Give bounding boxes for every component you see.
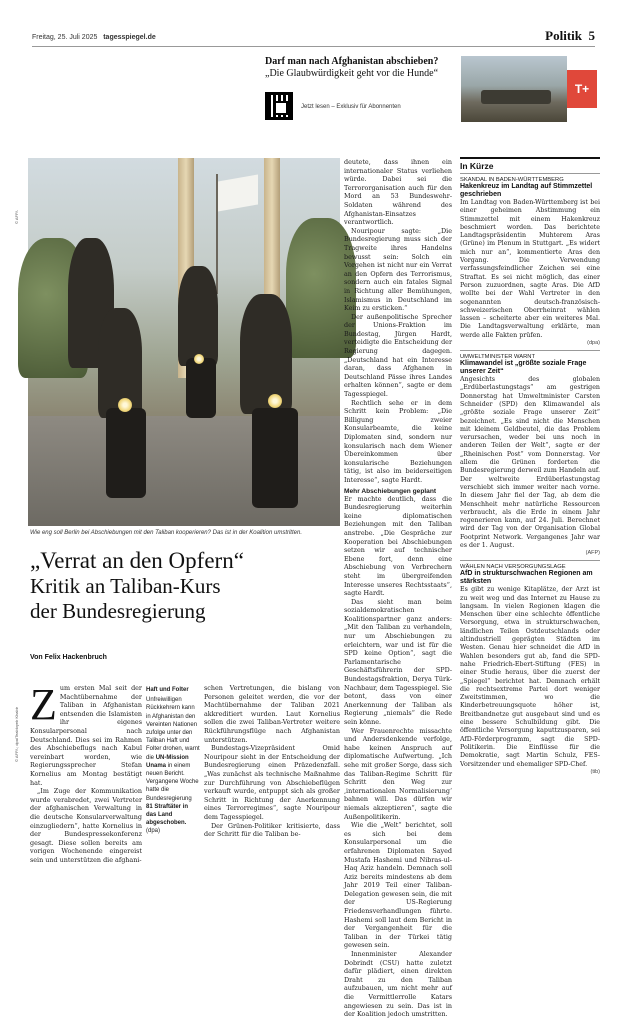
byline: Von Felix Hackenbruch xyxy=(30,654,107,661)
teaser-box[interactable] xyxy=(265,56,595,126)
tplus-badge[interactable]: T+ xyxy=(567,70,597,108)
photo-caption: Wie eng soll Berlin bei Abschiebungen mit den Taliban kooperieren? Das ist in der Koalition umstritten. xyxy=(30,530,302,536)
paragraph: Wie die „Welt“ berichtet, soll es sich bei dem Konsularpersonal um die erfahrenen Diplomaten Sayed Mustafa Hashemi und Nibras-ul-Haq Aziz handeln. Demnach soll Aziz bereits mindestens ab dem Jahr 2019 Teil einer Taliban-Delegation gewesen sein, die mit der US-Regierung Friedensverhandlungen führte. Hashemi soll laut dem Bericht in der Vergangenheit für die Taliban in der Türkei tätig gewesen sein. xyxy=(344,821,452,950)
paper-name: tagesspiegel.de xyxy=(103,34,156,41)
paragraph: „Im Zuge der Kommunikation wurde verabredet, zwei Vertreter der afghanischen Verwaltung in die deutsche Konsularverwaltung einzugliedern“, hatte Kornelius in der Bundespressekonferenz gesagt. Diese sollen bereits am vorigen Wochenende eingereist sein und unterstützen die afghani- xyxy=(30,787,142,864)
photo-headlight xyxy=(118,398,132,412)
info-box-title: Haft und Folter xyxy=(146,687,189,693)
teaser-subtitle[interactable]: „Die Glaubwürdigkeit geht vor die Hunde“ xyxy=(265,68,439,79)
headline: „Verrat an den Opfern“ xyxy=(30,548,244,573)
subheadline-line-1: Kritik an Taliban-Kurs xyxy=(30,574,221,598)
section-page: Politik 5 xyxy=(545,28,595,43)
brief-source: (dpa) xyxy=(587,340,600,347)
body-credit: © AFP/-; dpa/Teabloyeb Khabir xyxy=(14,707,19,762)
body-column-1 xyxy=(30,680,142,864)
brief-text: Angesichts des globalen „Erdüberlastungstags“ am gestrigen Donnerstag hat Umweltminister Carsten Schneider (SPD) den Klimawandel als „größte soziale Frage unserer Zeit“ bezeichnet. „Es sind nicht die Menschen mit kleinem Geldbeutel, die das Problem verursachen, weder bei uns noch in anderen Teilen der Welt“, sagte er der „Rheinischen Post“ vom Donnerstag. Vor allem die Grünen forderten die Bundesregierung derweil zum Handeln auf. Der weltweite Erdüberlastungstag verschiebt sich immer weiter nach vorne. In diesem Jahr fiel der Tag, ab dem die Menschheit mehr natürliche Ressourcen verbraucht, als die Erde in einem Jahr regenerieren kann, auf 24. Juli. Berechnet wird der Tag von der Organisation Global Footprint Network. Vergangenes Jahr war es der 1. August. xyxy=(460,376,600,549)
brief-title: Klimawandel ist „größte soziale Frage unserer Zeit“ xyxy=(460,360,587,376)
qr-code-icon[interactable] xyxy=(265,92,293,120)
brief-source: (AFP) xyxy=(585,550,600,557)
news-brief xyxy=(460,560,600,775)
info-box-text: in einem neuen Bericht. Vergangene Woche hatte die Bundesregierung xyxy=(146,762,199,802)
paragraph: Wer Frauenrechte missachte und Andersdenkende verfolge, habe keinen Anspruch auf diplomatische Aufwertung. „Ich sehe mit großer Sorge, dass sich das Taliban-Regime Schritt für Schritt den Weg zur ‚internationalen Normalisierung‘ bahnen will. Das dürfen wir niemals akzeptieren“, sagte die Außenpolitikerin. xyxy=(344,726,452,821)
dropcap: Z xyxy=(30,680,57,729)
photo-credit: © AFP/- xyxy=(14,209,19,224)
photo-flag xyxy=(218,174,258,211)
paragraph: schen Vertretungen, die bislang von Personen geleitet werden, die vor der Machtübernahme der Taliban 2021 akkreditiert wurden. Laut Kornelius sollen die zwei Taliban-Vertreter weitere Rückführungsflüge nach Afghanistan unterstützen. xyxy=(204,684,340,744)
news-brief xyxy=(460,173,600,346)
paragraph: Der außenpolitische Sprecher der Unions-Fraktion im Bundestag, Jürgen Hardt, verteidigte die Entscheidung der Regierung dagegen. „Deutschland hat ein Interesse daran, dass Afghanen in Deutschland Pässe ihres Landes erhalten können“, sagte er dem Tagesspiegel. xyxy=(344,312,452,399)
body-column-3 xyxy=(344,158,452,1019)
paragraph: um ersten Mal seit der Machtübernahme der Taliban in Afghanistan entsenden die Islamisten ihr eigenes Konsularpersonal nach Deutschland. Dies sei im Rahmen des Abschiebeflugs nach Kabul vereinbart worden, wie Regierungssprecher Stefan Kornelius am Montag bestätigt hat. xyxy=(30,684,142,787)
info-box-text: Unfreiwilligen Rückkehrern kann in Afghanistan den Vereinten Nationen zufolge unter den Taliban Haft und Folter drohen, warnt die xyxy=(146,697,200,761)
photo-motorcycle xyxy=(252,408,298,508)
issue-date: Freitag, 25. Juli 2025 tagesspiegel.de xyxy=(32,34,156,41)
headline-block xyxy=(30,548,342,624)
teaser-title[interactable]: Darf man nach Afghanistan abschieben? xyxy=(265,56,439,67)
brief-text: Es gibt zu wenige Kitaplätze, der Arzt ist zu weit weg und das Internet zu Hause zu langsam. In vielen Regionen klagen die Menschen über eine schlechte öffentliche Versorgung, etwa in strukturschwachen, ländlichen Teilen Ostdeutschlands oder altindustriell geprägten Städten im Westen. Genau hier schneidet die AfD in Wahlen besonders gut ab, fand die SPD-nahe Friedrich-Ebert-Stiftung (FES) in einer Studie heraus, über die zuerst der „Spiegel“ berichtet hat. Demnach erhält die rechtsextreme Partei dort weniger Zweitstimmen, wo die Kinderbetreuungsquote höher ist, Breitbandnetze gut ausgebaut sind und es eine bessere Schulbildung gibt. Die öffentliche Versorgung kaputtzusparen, sei AfD-Förderprogramm, sagt die SPD-Politikerin. Die Einflüsse für die Demokratie, sagt Martin Schulz, FES-Vorsitzender und ehemaliger SPD-Chef. xyxy=(460,586,600,768)
paragraph: deutete, dass ihnen ein internationaler Status verliehen würde. Dabei sei die Terrororganisation auch für den Mord an 53 Bundeswehr-Soldaten während des Afghanistan-Einsatzes verantwortlich. xyxy=(344,158,452,227)
brief-kicker: WÄHLEN NACH VERSORGUNGSLAGE xyxy=(460,564,566,571)
info-box xyxy=(146,686,200,864)
in-kuerze-column xyxy=(460,157,600,863)
article-photo xyxy=(28,158,340,526)
photo-headlight xyxy=(194,354,204,364)
info-box-strong: 81 Straftäter in das Land abgeschoben. xyxy=(146,803,189,827)
info-box-strong: UN-Mission Unama xyxy=(146,754,189,769)
photo-person xyxy=(240,294,292,414)
paragraph: Bundestags-Vizepräsident Omid Nouripour sieht in der Entscheidung der Bundesregierung einen Präzedenzfall. „Was zunächst als technische Maßnahme zur Durchführung von Abschiebeflügen verkauft wurde, entpuppt sich als großer Schritt in Richtung der Anerkennung eines Terrorregimes“, sagte Nouripour dem Tagesspiegel. xyxy=(204,744,340,821)
subheadline-line-2: der Bundesregierung xyxy=(30,599,206,623)
paragraph: Rechtlich sehe er in dem Schritt kein Problem: „Die Billigung zweier Konsularbeamte, die keine Diplomaten sind, sondern nur konsularisch nach dem Wiener Übereinkommen über konsularische Beziehungen tätig, ist also im beiderseitigen Interesse“, sagte Hardt. xyxy=(344,398,452,484)
photo-person xyxy=(178,266,218,366)
brief-text: Im Landtag von Baden-Württemberg ist bei einer geheimen Abstimmung ein Stimmzettel mit einem Hakenkreuz beschmiert worden. Das berichtete Landtagspräsidentin Muhterem Aras (Grüne) im Plenum in Stuttgart. „Es widert mich nur an“, kommentierte Aras den Vorgang. Die Verwendung verfassungsfeindlicher Zeichen sei eine Straftat. Es sei nicht möglich, das einer Person zuzuordnen, sagte Aras. Die AfD wollte bei der Wahl Vertreter in den sogenannten deutsch-französisch-schweizerischen Oberrheinrat wählen lassen – scheiterte aber ein weiteres Mal. Die Landtagsverwaltung erklärte, man werde alle Fakten prüfen. xyxy=(460,199,600,339)
brief-kicker: SKANDAL IN BADEN-WÜRTTEMBERG xyxy=(460,177,564,183)
photo-motorcycle xyxy=(106,408,146,498)
brief-source: (tib) xyxy=(590,768,600,775)
brief-kicker: UMWELTMINISTER WARNT xyxy=(460,354,536,361)
paragraph: Innenminister Alexander Dobrindt (CSU) hatte zuletzt dafür plädiert, einen direkten Draht zu den Taliban aufzubauen, um nicht mehr auf die Vermittlerrolle Katars angewiesen zu sein. Das ist in der Koalition jedoch umstritten. xyxy=(344,950,452,1019)
masthead xyxy=(20,0,601,50)
news-brief xyxy=(460,350,600,556)
teaser-link[interactable]: Jetzt lesen – Exklusiv für Abonnenten xyxy=(301,104,401,110)
photo-motorcycle xyxy=(186,358,216,418)
info-box-source: (dpa) xyxy=(146,828,161,835)
paragraph: Nouripour sagte: „Die Bundesregierung muss sich der Tragweite ihres Handelns bewusst sein: Solch ein Vorgehen ist nicht nur ein Verrat an den Opfern des Terrorismus, sondern auch ein fatales Signal in Richtung aller Bemühungen, Islamismus in Deutschland im Keim zu ersticken.“ xyxy=(344,226,452,313)
section-subhead: Mehr Abschiebungen geplant xyxy=(344,487,437,495)
paragraph: Der Grünen-Politiker kritisierte, dass der Schritt für die Taliban be- xyxy=(204,821,340,839)
photo-headlight xyxy=(268,394,282,408)
in-kuerze-heading: In Kürze xyxy=(460,157,600,173)
masthead-rule xyxy=(32,46,595,47)
body-column-2 xyxy=(204,684,340,862)
paragraph: Er machte deutlich, dass die Bundesregierung weiterhin keine diplomatischen Beziehungen mit den Taliban anstrebe. „Die Gespräche zur Kooperation bei Abschiebungen setzen wir auf technischer Ebene fort, denn eine Abschiebung von Verbrechern steht im übergreifenden Interesse unseres Rechtsstaats“, sagte Hardt. xyxy=(344,494,452,598)
brief-title: Hakenkreuz im Landtag auf Stimmzettel geschrieben xyxy=(460,183,593,198)
teaser-image[interactable] xyxy=(461,56,567,122)
brief-title: AfD in strukturschwachen Regionen am stärksten xyxy=(460,570,593,586)
paragraph: Das sieht man beim sozialdemokratischen Koalitionspartner ganz anders: „Mit den Taliban zu verhandeln, nur um Abschiebungen zu erleichtern, war und ist für die SPD keine Option“, sagt die Parlamentarische Geschäftsführerin der SPD-Bundestagsfraktion, Derya Türk-Nachbaur, dem Tagesspiegel. Sie betont, dass von einer Anerkennung der Taliban als Regierung „niemals“ die Rede sein könne. xyxy=(344,597,452,726)
